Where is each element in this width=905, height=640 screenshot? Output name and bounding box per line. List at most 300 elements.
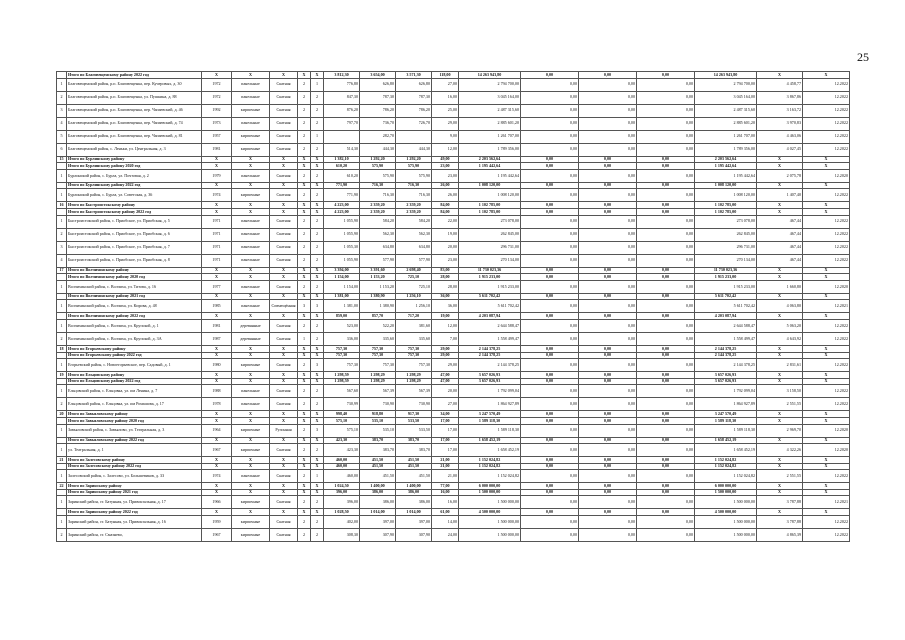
attribute-cell: панельные [232, 300, 270, 313]
value-cell: 0,00 [637, 280, 695, 293]
attribute-cell: X [232, 274, 270, 281]
value-cell: 1 154,00 [324, 280, 360, 293]
building-row [57, 385, 850, 398]
value-cell: 1 589 118,30 [459, 424, 521, 437]
attribute-cell: 2 [298, 516, 311, 529]
value-cell: 0,00 [521, 78, 579, 91]
value-cell: 381,60 [396, 319, 432, 332]
row-number-cell [57, 274, 67, 281]
value-cell: 2 075,78 [757, 169, 803, 182]
attribute-cell: 2 [311, 215, 324, 228]
value-cell: 397,00 [396, 516, 432, 529]
attribute-cell: 2 [298, 78, 311, 91]
attribute-cell: панельные [232, 470, 270, 483]
value-cell: 0,00 [579, 163, 637, 170]
value-cell: 0,00 [579, 72, 637, 79]
value-cell: 575,90 [396, 163, 432, 170]
value-cell: 1 256,10 [396, 300, 432, 313]
attribute-cell: 2 [298, 228, 311, 241]
value-cell: 757,30 [360, 345, 396, 352]
attribute-cell: Скатная [270, 189, 298, 202]
attribute-cell: X [311, 267, 324, 274]
attribute-cell: кирпичные [232, 359, 270, 372]
attribute-cell: Скатная [270, 241, 298, 254]
value-cell: 1 915 233,00 [459, 274, 521, 281]
attribute-cell: 1972 [202, 91, 232, 104]
value-cell: 2 359,20 [360, 208, 396, 215]
total-row [57, 182, 850, 189]
attribute-cell: 1978 [202, 398, 232, 411]
value-cell: 1 589 118,30 [459, 417, 521, 424]
value-cell: X [803, 202, 850, 209]
value-cell: 0,00 [521, 143, 579, 156]
value-cell: 1 153,20 [360, 280, 396, 293]
value-cell: 0,00 [521, 91, 579, 104]
row-number-cell: 1 [57, 496, 67, 509]
attribute-cell: деревянные [232, 319, 270, 332]
row-number-cell: 20 [57, 411, 67, 418]
attribute-cell: 1 [311, 470, 324, 483]
value-cell: 3 247 570,49 [695, 411, 757, 418]
address-cell: Залесовский район, с. Залесово, ул. Большевиков, д. 33 [67, 470, 202, 483]
value-cell: 1 195 442,64 [695, 163, 757, 170]
value-cell: 1 792 099,04 [695, 385, 757, 398]
building-row [57, 130, 850, 143]
building-row [57, 444, 850, 457]
attribute-cell: X [270, 489, 298, 496]
value-cell: 0,00 [637, 78, 695, 91]
value-cell: 0,00 [579, 130, 637, 143]
attribute-cell: 2 [298, 385, 311, 398]
value-cell: 460,00 [324, 470, 360, 483]
value-cell: 12.2022 [803, 516, 850, 529]
attribute-cell: X [311, 182, 324, 189]
value-cell: 0,00 [521, 319, 579, 332]
value-cell: 451,50 [396, 457, 432, 464]
value-cell: 0,00 [637, 345, 695, 352]
attribute-cell: 1 [311, 130, 324, 143]
value-cell: 12,00 [432, 143, 459, 156]
value-cell: 423,30 [324, 437, 360, 444]
value-cell: 0,00 [637, 143, 695, 156]
value-cell: 0,00 [579, 489, 637, 496]
value-cell: 0,00 [579, 300, 637, 313]
attribute-cell: X [270, 463, 298, 470]
value-cell: 1 055,30 [324, 241, 360, 254]
attribute-cell: X [311, 489, 324, 496]
attribute-cell: X [298, 72, 311, 79]
value-cell: 1 152 024,82 [695, 463, 757, 470]
address-cell: Бурлинский район, с. Бурла, ул. Почтовая, д. 2 [67, 169, 202, 182]
value-cell: 2 698,40 [396, 267, 432, 274]
attribute-cell: X [298, 182, 311, 189]
attribute-cell: кирпичные [232, 444, 270, 457]
total-label-cell: Итого по Волчихинскому району 2022 год [67, 313, 202, 320]
row-number-cell [57, 163, 67, 170]
attribute-cell: X [311, 457, 324, 464]
value-cell: 19,00 [432, 228, 459, 241]
page-number: 25 [857, 50, 869, 64]
value-cell: 3 787,88 [757, 496, 803, 509]
building-row [57, 241, 850, 254]
value-cell: 0,00 [637, 417, 695, 424]
value-cell: 1 298,29 [396, 378, 432, 385]
value-cell: 47,00 [432, 372, 459, 379]
attribute-cell: X [232, 489, 270, 496]
value-cell: 1 152 024,82 [459, 463, 521, 470]
value-cell: 23,00 [432, 169, 459, 182]
value-cell: 0,00 [521, 385, 579, 398]
row-number-cell [57, 437, 67, 444]
attribute-cell: Скатная [270, 319, 298, 332]
attribute-cell: X [311, 293, 324, 300]
value-cell: 0,00 [637, 332, 695, 345]
row-number-cell [57, 313, 67, 320]
value-cell: 4 463,06 [757, 130, 803, 143]
value-cell: 0,00 [521, 424, 579, 437]
value-cell: X [757, 483, 803, 490]
value-cell: 2 831,61 [757, 359, 803, 372]
attribute-cell: X [311, 417, 324, 424]
attribute-cell: Рулонная [270, 424, 298, 437]
value-cell: 4 500 000,00 [695, 509, 757, 516]
total-label-cell: Итого по Волчихинскому району 2021 год [67, 293, 202, 300]
attribute-cell: 2 [298, 280, 311, 293]
value-cell: 0,00 [579, 332, 637, 345]
attribute-cell: 1974 [202, 470, 232, 483]
row-number-cell [57, 352, 67, 359]
value-cell: 0,00 [521, 444, 579, 457]
value-cell: 36,00 [432, 300, 459, 313]
value-cell: X [803, 417, 850, 424]
value-cell: 584,20 [396, 215, 432, 228]
value-cell: 1 024,50 [324, 483, 360, 490]
value-cell: 0,00 [579, 319, 637, 332]
value-cell: 0,00 [521, 293, 579, 300]
value-cell: 12,00 [432, 319, 459, 332]
value-cell: 3 654,00 [360, 72, 396, 79]
value-cell: 0,00 [521, 72, 579, 79]
attribute-cell: X [232, 208, 270, 215]
attribute-cell: X [270, 163, 298, 170]
value-cell: 0,00 [521, 267, 579, 274]
attribute-cell: X [311, 352, 324, 359]
value-cell: X [757, 267, 803, 274]
value-cell: 0,00 [521, 241, 579, 254]
attribute-cell: 2 [311, 91, 324, 104]
value-cell: 0,00 [637, 156, 695, 163]
value-cell: 0,00 [579, 424, 637, 437]
value-cell: 273 078,00 [459, 215, 521, 228]
attribute-cell: X [202, 345, 232, 352]
value-cell: 3 657 026,93 [459, 378, 521, 385]
attribute-cell: X [232, 372, 270, 379]
attribute-cell: 2 [311, 228, 324, 241]
value-cell: 1 407,40 [757, 189, 803, 202]
value-cell: 0,00 [579, 483, 637, 490]
value-cell: 0,00 [521, 483, 579, 490]
value-cell: X [757, 163, 803, 170]
row-number-cell: 1 [57, 470, 67, 483]
row-number-cell: 6 [57, 143, 67, 156]
value-cell: 0,00 [521, 274, 579, 281]
attribute-cell: Скатная [270, 215, 298, 228]
attribute-cell: X [298, 457, 311, 464]
address-cell: Заринский район, ст. Смазнево, [67, 529, 202, 542]
value-cell: 1 589 118,30 [695, 424, 757, 437]
value-cell: 577,90 [360, 254, 396, 267]
value-cell: 61,00 [432, 509, 459, 516]
value-cell: 0,00 [637, 104, 695, 117]
attribute-cell: X [232, 345, 270, 352]
attribute-cell: X [311, 208, 324, 215]
value-cell: 14 263 943,80 [459, 72, 521, 79]
total-row [57, 411, 850, 418]
attribute-cell: панельные [232, 385, 270, 398]
value-cell: 1 558 499,47 [459, 332, 521, 345]
attribute-cell: Скатная [270, 444, 298, 457]
value-cell: 118,00 [432, 72, 459, 79]
value-cell: 12.2020 [803, 444, 850, 457]
value-cell: 567,60 [324, 385, 360, 398]
value-cell: 467,44 [757, 228, 803, 241]
value-cell: 2 644 588,47 [459, 319, 521, 332]
value-cell: 2 203 562,64 [695, 156, 757, 163]
attribute-cell: 2 [298, 529, 311, 542]
value-cell: 562,30 [396, 228, 432, 241]
value-cell: 1 102 785,00 [695, 208, 757, 215]
value-cell: 3 657 026,93 [459, 372, 521, 379]
value-cell: 282,70 [360, 130, 396, 143]
total-row [57, 202, 850, 209]
value-cell: 1 152 024,82 [695, 470, 757, 483]
attribute-cell: X [311, 72, 324, 79]
attribute-cell: X [298, 352, 311, 359]
attribute-cell: X [311, 483, 324, 490]
value-cell: 0,00 [521, 104, 579, 117]
row-number-cell [57, 417, 67, 424]
attribute-cell: X [232, 156, 270, 163]
attribute-cell: Скатная [270, 516, 298, 529]
value-cell: 0,00 [579, 437, 637, 444]
value-cell: 4 063,80 [757, 300, 803, 313]
attribute-cell: X [270, 378, 298, 385]
value-cell: 1 102 785,00 [459, 208, 521, 215]
value-cell: 626,80 [360, 78, 396, 91]
value-cell: 12.2022 [803, 254, 850, 267]
value-cell: 2 969,70 [757, 424, 803, 437]
value-cell: 4 027,45 [757, 143, 803, 156]
value-cell: 3 163,72 [757, 104, 803, 117]
value-cell: 34,00 [432, 411, 459, 418]
value-cell: 0,00 [637, 385, 695, 398]
row-number-cell: 1 [57, 189, 67, 202]
value-cell: 83,00 [432, 267, 459, 274]
value-cell: 12.2022 [803, 319, 850, 332]
value-cell: 716,30 [396, 182, 432, 189]
value-cell: 1 658 452,19 [695, 437, 757, 444]
value-cell: 1 152 024,82 [459, 470, 521, 483]
total-label-cell: Итого по Ельцовскому району [67, 372, 202, 379]
attribute-cell: X [298, 411, 311, 418]
value-cell: 0,00 [637, 529, 695, 542]
attribute-cell: Скатная [270, 332, 298, 345]
value-cell: 0,00 [637, 411, 695, 418]
row-number-cell [57, 293, 67, 300]
value-cell: 1 500 000,00 [695, 496, 757, 509]
value-cell: 0,00 [637, 202, 695, 209]
attribute-cell: X [298, 345, 311, 352]
value-cell: 3 812,30 [324, 72, 360, 79]
value-cell: 0,00 [637, 437, 695, 444]
value-cell: 0,00 [521, 359, 579, 372]
value-cell: 444,30 [360, 143, 396, 156]
value-cell: 575,90 [360, 163, 396, 170]
total-row [57, 267, 850, 274]
row-number-cell: 22 [57, 483, 67, 490]
value-cell: X [803, 156, 850, 163]
value-cell: 562,30 [360, 228, 396, 241]
building-row [57, 398, 850, 411]
value-cell: 0,00 [579, 189, 637, 202]
value-cell: 716,30 [360, 182, 396, 189]
value-cell: 757,30 [360, 359, 396, 372]
total-label-cell: Итого по Егорьевскому району 2022 год [67, 352, 202, 359]
value-cell: 0,00 [521, 130, 579, 143]
value-cell: 5 063,20 [757, 319, 803, 332]
attribute-cell: X [311, 156, 324, 163]
value-cell: 522,20 [360, 319, 396, 332]
value-cell: 2 487 315,60 [695, 104, 757, 117]
table-body [57, 72, 850, 542]
building-row [57, 143, 850, 156]
value-cell: X [803, 182, 850, 189]
value-cell: 0,00 [579, 293, 637, 300]
value-cell: 0,00 [579, 143, 637, 156]
attribute-cell: 1957 [202, 130, 232, 143]
value-cell: 917,30 [396, 411, 432, 418]
attribute-cell: 2 [298, 117, 311, 130]
attribute-cell: кирпичные [232, 424, 270, 437]
attribute-cell: Скатная [270, 143, 298, 156]
value-cell: 1 500 000,00 [459, 496, 521, 509]
value-cell: 1 298,59 [324, 378, 360, 385]
row-number-cell: 1 [57, 444, 67, 457]
row-number-cell: 1 [57, 424, 67, 437]
attribute-cell: X [270, 437, 298, 444]
value-cell: 2 359,20 [360, 202, 396, 209]
value-cell: 12.2020 [803, 424, 850, 437]
attribute-cell: X [270, 457, 298, 464]
value-cell: 1 195 442,64 [459, 163, 521, 170]
value-cell: 451,50 [360, 457, 396, 464]
value-cell: X [803, 352, 850, 359]
value-cell: 1 195 442,64 [695, 169, 757, 182]
value-cell: 3 247 570,49 [459, 411, 521, 418]
row-number-cell [57, 208, 67, 215]
attribute-cell: 1981 [202, 143, 232, 156]
total-row [57, 417, 850, 424]
attribute-cell: X [202, 156, 232, 163]
value-cell: 0,00 [579, 385, 637, 398]
attribute-cell: X [202, 483, 232, 490]
value-cell: 383,70 [396, 437, 432, 444]
value-cell: 4 223,00 [324, 202, 360, 209]
value-cell: 2 144 378,25 [459, 359, 521, 372]
value-cell: 12.2020 [803, 169, 850, 182]
value-cell: 3 045 164,00 [459, 91, 521, 104]
attribute-cell: кирпичные [232, 529, 270, 542]
attribute-cell: X [202, 182, 232, 189]
attribute-cell: X [311, 509, 324, 516]
value-cell: 1 028,50 [324, 509, 360, 516]
value-cell: 757,30 [396, 345, 432, 352]
value-cell: 1 380,90 [360, 300, 396, 313]
value-cell: 1 400,00 [396, 483, 432, 490]
building-row [57, 228, 850, 241]
attribute-cell: X [311, 202, 324, 209]
value-cell: 1 500 000,00 [695, 489, 757, 496]
value-cell: 717,20 [396, 313, 432, 320]
total-row [57, 352, 850, 359]
row-number-cell: 19 [57, 372, 67, 379]
attribute-cell: 2 [311, 398, 324, 411]
value-cell: 12.2021 [803, 496, 850, 509]
value-cell: 9,00 [432, 130, 459, 143]
value-cell: 12.2022 [803, 189, 850, 202]
value-cell: 4 458,77 [757, 78, 803, 91]
value-cell: 2 644 588,47 [695, 319, 757, 332]
total-label-cell: Итого по Волчихинскому району 2020 год [67, 274, 202, 281]
attribute-cell: X [202, 293, 232, 300]
value-cell: 0,00 [521, 208, 579, 215]
value-cell: 396,00 [324, 496, 360, 509]
value-cell: 0,00 [637, 424, 695, 437]
value-cell: 610,20 [324, 169, 360, 182]
attribute-cell: 2 [311, 516, 324, 529]
value-cell: 736,70 [360, 117, 396, 130]
address-cell: Быстроистокский район, с. Приобское, ул. Приобская, д. 7 [67, 241, 202, 254]
attribute-cell: 2 [298, 319, 311, 332]
building-row [57, 215, 850, 228]
value-cell: 771,90 [324, 189, 360, 202]
value-cell: 26,00 [432, 182, 459, 189]
row-number-cell: 2 [57, 398, 67, 411]
value-cell: 335,60 [396, 332, 432, 345]
attribute-cell: панельные [232, 215, 270, 228]
address-cell: Благовещенский район, р.п. Благовещенка, пер. Чапаевский, д. 74 [67, 117, 202, 130]
attribute-cell: 3 [298, 300, 311, 313]
value-cell: 1 500 000,00 [459, 516, 521, 529]
value-cell: 0,00 [521, 345, 579, 352]
value-cell: 396,00 [324, 489, 360, 496]
value-cell: 12.2022 [803, 241, 850, 254]
value-cell: 5 611 702,42 [459, 300, 521, 313]
value-cell: 29,00 [432, 345, 459, 352]
total-row [57, 378, 850, 385]
value-cell: 1 014,00 [396, 509, 432, 516]
attribute-cell: X [232, 313, 270, 320]
total-row [57, 72, 850, 79]
value-cell: 0,00 [521, 169, 579, 182]
value-cell: 47,00 [432, 378, 459, 385]
total-row [57, 208, 850, 215]
attribute-cell: X [202, 313, 232, 320]
value-cell: 11 730 023,36 [695, 267, 757, 274]
attribute-cell: X [311, 345, 324, 352]
value-cell: 2 794 700,00 [695, 78, 757, 91]
value-cell: 0,00 [521, 463, 579, 470]
